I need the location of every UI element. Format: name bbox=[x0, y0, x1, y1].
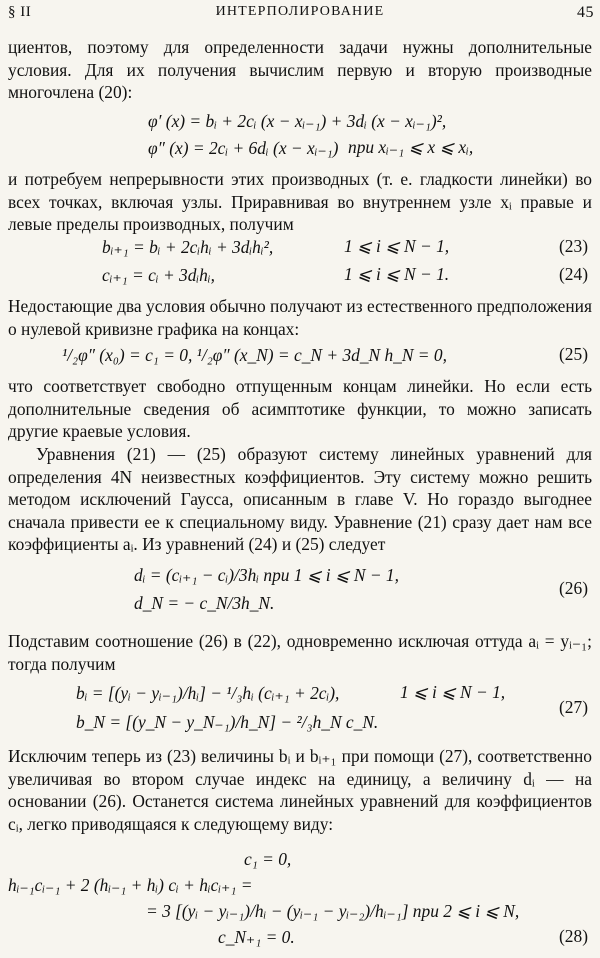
paragraph-3: Недостающие два условия обычно получают из естественного предположения о нулевой кривизне графика на концах: bbox=[8, 296, 592, 339]
paragraph-7: Исключим теперь из (23) величины bᵢ и bᵢ₊₁ при помощи (27), соответственно увеличивая во втором случае индекс на единицу, а величину dᵢ — на основании (26). Останется система линейных уравнений для коэффициентов cᵢ, легко приводящаяся к следующему виду: bbox=[8, 746, 592, 834]
equation-23-condition: 1 ⩽ i ⩽ N − 1, bbox=[344, 236, 450, 256]
paragraph-5: Уравнения (21) — (25) образуют систему линейных уравнений для определения 4N неизвестных коэффициентов. Эту систему можно решить методом исключений Гаусса, описанным в главе V. Но гораздо выгоднее сначала привести ее к специальному виду. Уравнение (21) сразу дает нам все коэффициенты aᵢ. Из уравнений (24) и (25) следует bbox=[8, 444, 592, 555]
page-number: 45 bbox=[577, 4, 594, 21]
equation-27-number: (27) bbox=[559, 697, 588, 717]
equation-26-number: (26) bbox=[559, 578, 588, 598]
equation-28d: c_N₊₁ = 0. bbox=[218, 927, 295, 947]
equation-24: cᵢ₊₁ = cᵢ + 3dᵢhᵢ, bbox=[102, 265, 215, 285]
paragraph-6: Подставим соотношение (26) в (22), одновременно исключая оттуда aᵢ = yᵢ₋₁; тогда получим bbox=[8, 631, 592, 674]
equation-first-derivative: φ′ (x) = bᵢ + 2cᵢ (x − xᵢ₋₁) + 3dᵢ (x − xᵢ₋₁)², bbox=[148, 111, 447, 131]
equation-23-number: (23) bbox=[559, 236, 588, 256]
equation-27a-condition: 1 ⩽ i ⩽ N − 1, bbox=[400, 682, 506, 702]
paragraph-1: циентов, поэтому для определенности задачи нужны дополнительные условия. Для их получения вычислим первую и вторую производные многочлена (20): bbox=[8, 37, 592, 103]
equation-27a: bᵢ = [(yᵢ − yᵢ₋₁)/hᵢ] − ¹/₃hᵢ (cᵢ₊₁ + 2cᵢ), bbox=[76, 683, 340, 703]
equation-26a: dᵢ = (cᵢ₊₁ − cᵢ)/3hᵢ при 1 ⩽ i ⩽ N − 1, bbox=[134, 565, 399, 585]
paragraph-2: и потребуем непрерывности этих производных (т. е. гладкости линейки) во всех точках, включая узлы. Приравнивая во внутреннем узле xᵢ правые и левые пределы производных, получим bbox=[8, 169, 592, 235]
equation-24-condition: 1 ⩽ i ⩽ N − 1. bbox=[344, 264, 450, 284]
equation-27b: b_N = [(y_N − y_N₋₁)/h_N] − ²/₃h_N c_N. bbox=[76, 712, 379, 732]
running-title: ИНТЕРПОЛИРОВАНИЕ bbox=[215, 4, 385, 19]
equation-24-number: (24) bbox=[559, 264, 588, 284]
equation-second-derivative-condition: при xᵢ₋₁ ⩽ x ⩽ xᵢ, bbox=[348, 137, 474, 157]
section-marker: § II bbox=[8, 4, 32, 20]
equation-28c: = 3 [(yᵢ − yᵢ₋₁)/hᵢ − (yᵢ₋₁ − yᵢ₋₂)/hᵢ₋₁] при 2 ⩽ i ⩽ N, bbox=[146, 901, 520, 921]
equation-second-derivative: φ″ (x) = 2cᵢ + 6dᵢ (x − xᵢ₋₁) bbox=[148, 138, 339, 158]
equation-28a: c₁ = 0, bbox=[244, 849, 292, 869]
equation-28b: hᵢ₋₁cᵢ₋₁ + 2 (hᵢ₋₁ + hᵢ) cᵢ + hᵢcᵢ₊₁ = bbox=[8, 875, 253, 895]
paragraph-4: что соответствует свободно отпущенным концам линейки. Но если есть дополнительные сведения об асимптотике функции, то можно записать другие краевые условия. bbox=[8, 376, 592, 442]
equation-26b: d_N = − c_N/3h_N. bbox=[134, 593, 275, 613]
equation-23: bᵢ₊₁ = bᵢ + 2cᵢhᵢ + 3dᵢhᵢ², bbox=[102, 237, 274, 257]
equation-25-number: (25) bbox=[559, 344, 588, 364]
equation-25: ¹/₂φ″ (x₀) = c₁ = 0, ¹/₂φ″ (x_N) = c_N + 3d_N h_N = 0, bbox=[62, 345, 447, 365]
equation-28-number: (28) bbox=[559, 926, 588, 946]
